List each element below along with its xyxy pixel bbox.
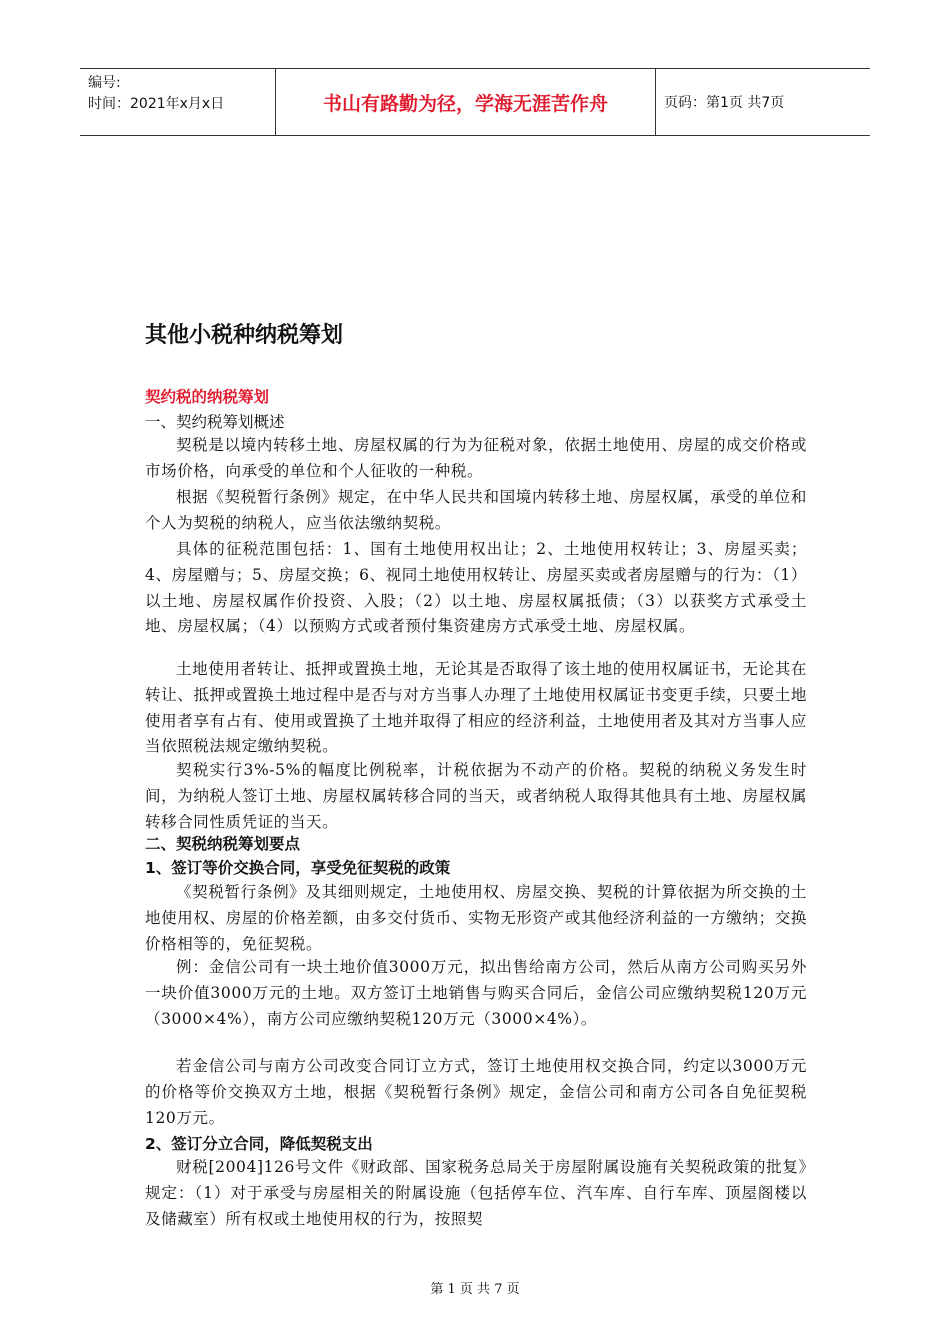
section-title: 契约税的纳税筹划 [145,388,270,406]
subsection-heading-1: 一、契约税筹划概述 [145,413,285,431]
paragraph-9: 财税[2004]126号文件《财政部、国家税务总局关于房屋附属设施有关契税政策的批复》规定：（1）对于承受与房屋相关的附属设施（包括停车位、汽车库、自行车库、顶屋阁楼以及储藏室）所有权或土地使用权的行为，按照契 [145,1158,807,1228]
subsection-heading-2: 二、契税纳税筹划要点 [145,835,301,853]
point-heading-1: 1、签订等价交换合同，享受免征契税的政策 [145,859,451,877]
time-label: 时间：2021年x月x日 [88,96,225,112]
document-title: 其他小税种纳税筹划 [145,323,344,348]
paragraph-5: 契税实行3%-5%的幅度比例税率，计税依据为不动产的价格。契税的纳税义务发生时间，为纳税人签订土地、房屋权属转移合同的当天，或者纳税人取得其他具有土地、房屋权属转移合同性质凭证的当天。 [145,761,807,831]
header-page-label: 页码：第1页 共7页 [664,95,785,111]
paragraph-1: 契税是以境内转移土地、房屋权属的行为为征税对象，依据土地使用、房屋的成交价格或市场价格，向承受的单位和个人征收的一种税。 [145,436,807,480]
page-header [80,68,870,136]
header-meta [80,69,276,135]
number-label: 编号: [88,75,121,91]
paragraph-7: 例：金信公司有一块土地价值3000万元，拟出售给南方公司，然后从南方公司购买另外一块价值3000万元的土地。双方签订土地销售与购买合同后，金信公司应缴纳契税120万元（3000×4%），南方公司应缴纳契税120万元（3000×4%）。 [145,958,807,1028]
point-heading-2: 2、签订分立合同，降低契税支出 [145,1135,373,1153]
header-motto: 书山有路勤为径，学海无涯苦作舟 [276,69,656,135]
page-footer: 第 1 页 共 7 页 [430,1282,520,1297]
paragraph-4: 土地使用者转让、抵押或置换土地，无论其是否取得了该土地的使用权属证书，无论其在转让、抵押或置换土地过程中是否与对方当事人办理了土地使用权属证书变更手续，只要土地使用者享有占有、使用或置换了土地并取得了相应的经济利益，土地使用者及其对方当事人应当依照税法规定缴纳契税。 [145,660,807,756]
paragraph-3: 具体的征税范围包括：1、国有土地使用权出让；2、土地使用权转让；3、房屋买卖；4、房屋赠与；5、房屋交换；6、视同土地使用权转让、房屋买卖或者房屋赠与的行为：（1）以土地、房屋权属作价投资、入股；（2）以土地、房屋权属抵债；（3）以获奖方式承受土地、房屋权属；（4）以预购方式或者预付集资建房方式承受土地、房屋权属。 [145,540,807,636]
paragraph-2: 根据《契税暂行条例》规定，在中华人民共和国境内转移土地、房屋权属，承受的单位和个人为契税的纳税人，应当依法缴纳契税。 [145,488,807,532]
paragraph-8: 若金信公司与南方公司改变合同订立方式，签订土地使用权交换合同，约定以3000万元的价格等价交换双方土地，根据《契税暂行条例》规定，金信公司和南方公司各自免征契税120万元。 [145,1057,807,1127]
paragraph-6: 《契税暂行条例》及其细则规定，土地使用权、房屋交换、契税的计算依据为所交换的土地使用权、房屋的价格差额，由多交付货币、实物无形资产或其他经济利益的一方缴纳；交换价格相等的，免征契税。 [145,883,807,953]
